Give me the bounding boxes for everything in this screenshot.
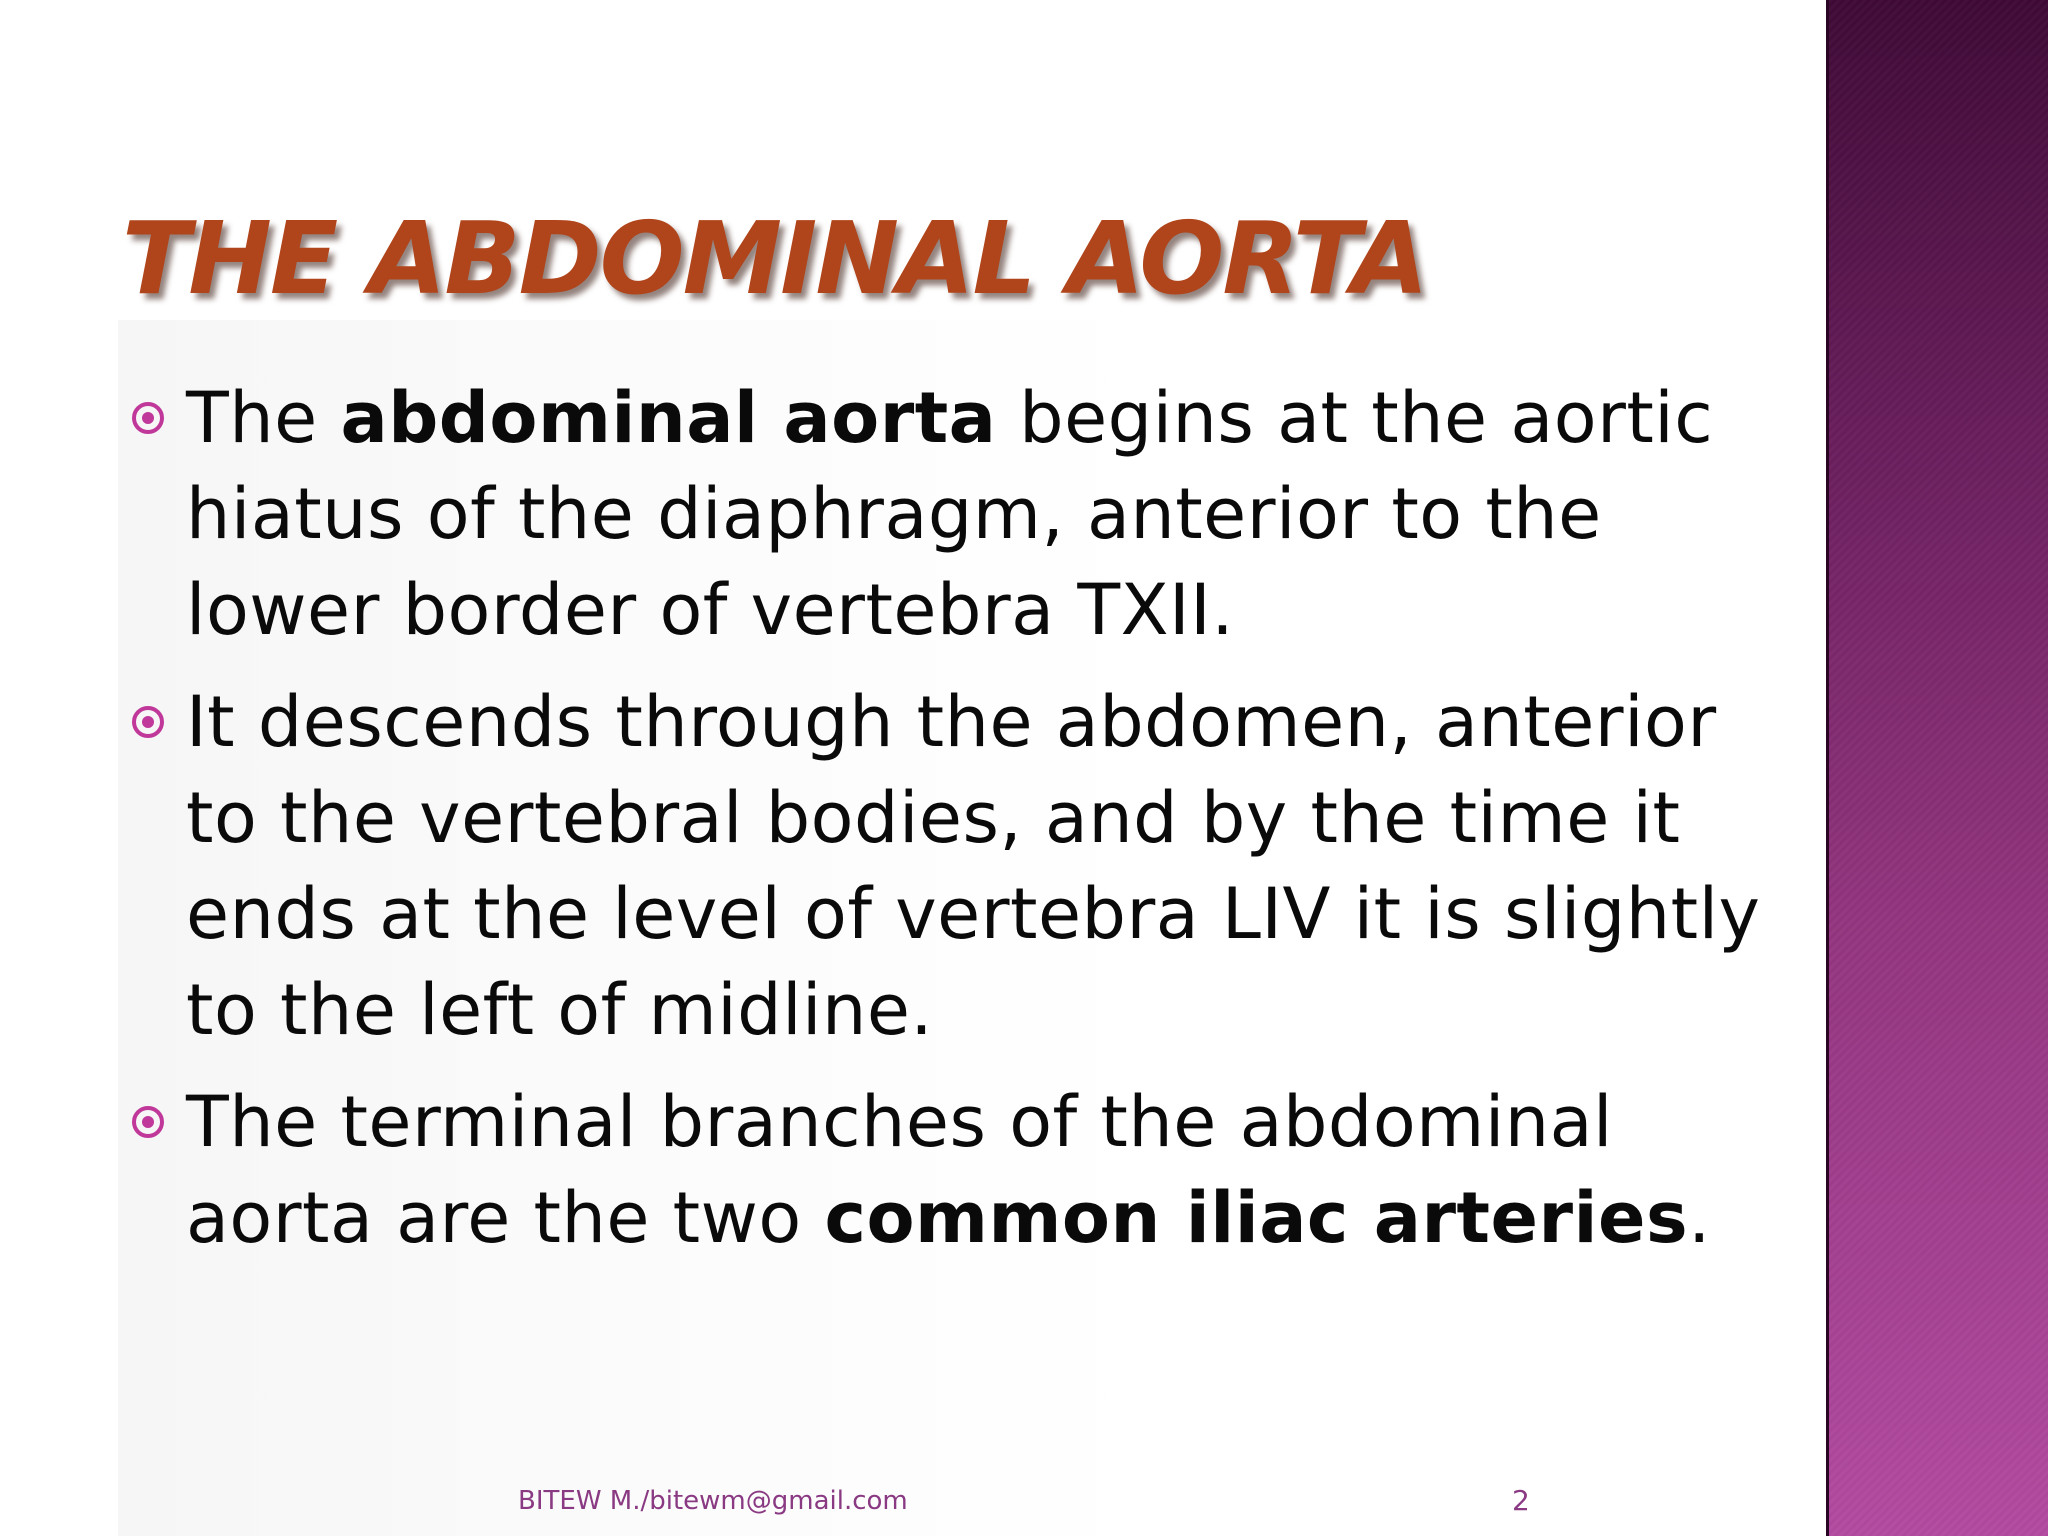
decorative-side-band — [1826, 0, 2048, 1536]
bullet-item-aorta-origin — [132, 370, 1792, 658]
bullet-text-part: begins at the aortic hiatus of the diaphragm, anterior to the lower border of vertebra TXII. — [186, 377, 1714, 651]
circled-dot-icon — [132, 706, 164, 738]
circled-dot-icon — [132, 402, 164, 434]
slide-title: THE ABDOMINAL AORTA — [122, 200, 1427, 317]
bullet-text: It descends through the abdomen, anterior to the vertebral bodies, and by the time it ends at the level of vertebra LIV it is slightly to the left of midline. — [186, 681, 1761, 1051]
bullet-bold-term: common iliac arteries — [824, 1177, 1689, 1259]
bullet-text-part: . — [1688, 1177, 1711, 1259]
bullet-text-part: The terminal branches of the abdominal aorta are the two — [186, 1081, 1613, 1259]
footer-author: BITEW M./bitewm@gmail.com — [518, 1486, 908, 1516]
bullet-text-part: The — [186, 377, 341, 459]
bullet-list — [132, 370, 1792, 1282]
page-number: 2 — [1512, 1484, 1530, 1517]
bullet-item-terminal-branches — [132, 1074, 1792, 1266]
circled-dot-icon — [132, 1106, 164, 1138]
bullet-item-aorta-course — [132, 674, 1792, 1058]
bullet-bold-term: abdominal aorta — [340, 377, 997, 459]
